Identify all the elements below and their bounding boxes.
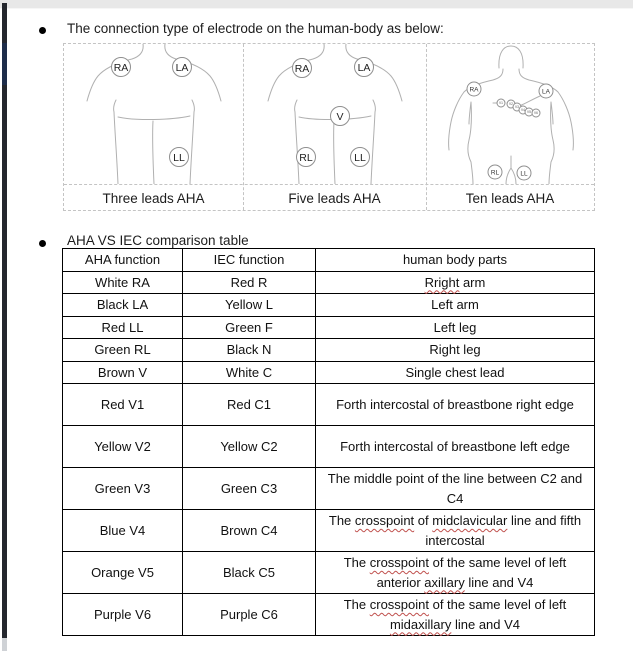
electrode-v6 [532, 109, 540, 117]
svg-text:RL: RL [490, 169, 500, 177]
electrode-ra [467, 82, 481, 96]
table-cell: Blue V4 [63, 510, 183, 552]
table-row [63, 594, 595, 636]
electrode-ll [170, 148, 189, 167]
table-cell: Red C1 [183, 384, 316, 426]
table-cell: Yellow C2 [183, 426, 316, 468]
table-cell: The crosspoint of the same level of left midaxillary line and V4 [316, 594, 595, 636]
table-cell: Green RL [63, 339, 183, 362]
table-row [63, 271, 595, 294]
svg-text:RL: RL [299, 151, 313, 164]
svg-text:RA: RA [113, 61, 129, 74]
window-left-edge [2, 3, 7, 638]
header-aha-function: AHA function [63, 249, 183, 272]
svg-text:LL: LL [354, 151, 366, 164]
svg-text:V3: V3 [515, 105, 519, 110]
torso-outline [87, 44, 221, 184]
electrode-la [539, 84, 553, 98]
table-cell: Green F [183, 316, 316, 339]
window-left-edge-accent [2, 43, 7, 85]
bullet-icon [39, 27, 46, 34]
table-cell: Left leg [316, 316, 595, 339]
svg-text:V: V [336, 110, 344, 123]
table-cell: Single chest lead [316, 361, 595, 384]
table-cell: Forth intercostal of breastbone left edge [316, 426, 595, 468]
table-cell: Black N [183, 339, 316, 362]
table-row [63, 552, 595, 594]
caption-three-leads: Three leads AHA [102, 190, 205, 206]
table-cell: Purple C6 [183, 594, 316, 636]
svg-text:V1: V1 [499, 101, 503, 106]
table-cell: Right leg [316, 339, 595, 362]
electrode-ra [293, 59, 312, 78]
table-cell: Red LL [63, 316, 183, 339]
electrode-rl [488, 165, 502, 179]
electrode-ll [351, 148, 370, 167]
header-iec-function: IEC function [183, 249, 316, 272]
electrode-figure [63, 43, 595, 211]
comparison-table-heading: AHA VS IEC comparison table [67, 233, 249, 248]
table-row [63, 294, 595, 317]
electrode-la [355, 58, 374, 77]
caption-band [64, 184, 594, 211]
table-cell: Yellow V2 [63, 426, 183, 468]
electrode-rl [297, 148, 316, 167]
svg-text:LA: LA [175, 61, 189, 74]
table-cell: Brown V [63, 361, 183, 384]
electrode-v1 [497, 99, 505, 107]
table-row [63, 468, 595, 510]
table-cell: The crosspoint of midclavicular line and fifth intercostal [316, 510, 595, 552]
connection-type-text: The connection type of electrode on the human-body as below: [67, 21, 444, 36]
svg-text:V4: V4 [521, 108, 525, 113]
table-header-row [63, 249, 595, 272]
caption-ten-leads: Ten leads AHA [465, 190, 555, 206]
svg-text:LL: LL [520, 170, 528, 178]
table-cell: Red R [183, 271, 316, 294]
electrode-ra [112, 58, 131, 77]
three-leads-torso-diagram [64, 44, 243, 184]
window-top-edge [0, 0, 633, 9]
svg-text:RA: RA [469, 86, 479, 94]
ten-leads-body-diagram [427, 44, 594, 184]
table-cell: Green C3 [183, 468, 316, 510]
svg-text:LA: LA [542, 88, 550, 96]
five-leads-torso-diagram [244, 44, 426, 184]
table-cell: Green V3 [63, 468, 183, 510]
table-cell: Yellow L [183, 294, 316, 317]
aha-iec-comparison-table [62, 248, 595, 636]
table-cell: White C [183, 361, 316, 384]
table-cell: The crosspoint of the same level of left anterior axillary line and V4 [316, 552, 595, 594]
electrode-la [173, 58, 192, 77]
electrode-v [331, 107, 350, 126]
table-cell: Purple V6 [63, 594, 183, 636]
table-row [63, 384, 595, 426]
table-cell: Black LA [63, 294, 183, 317]
bullet-icon [39, 240, 46, 247]
table-cell: The middle point of the line between C2 and C4 [316, 468, 595, 510]
svg-text:V6: V6 [534, 111, 538, 116]
table-cell: Forth intercostal of breastbone right edge [316, 384, 595, 426]
table-row [63, 426, 595, 468]
table-cell: Brown C4 [183, 510, 316, 552]
table-row [63, 339, 595, 362]
table-cell: White RA [63, 271, 183, 294]
table-cell: Rright arm [316, 271, 595, 294]
table-row [63, 316, 595, 339]
svg-text:V5: V5 [527, 110, 531, 115]
table-cell: Left arm [316, 294, 595, 317]
svg-text:LA: LA [357, 61, 371, 74]
table-cell: Red V1 [63, 384, 183, 426]
caption-five-leads: Five leads AHA [288, 190, 381, 206]
header-human-body-parts: human body parts [316, 249, 595, 272]
svg-text:RA: RA [294, 62, 310, 75]
window-left-edge-foot [2, 638, 7, 651]
svg-text:LL: LL [173, 151, 185, 164]
table-cell: Orange V5 [63, 552, 183, 594]
table-row [63, 361, 595, 384]
table-cell: Black C5 [183, 552, 316, 594]
svg-text:V2: V2 [509, 102, 513, 107]
body-outline [449, 46, 574, 184]
table-row [63, 510, 595, 552]
electrode-ll [517, 166, 531, 180]
